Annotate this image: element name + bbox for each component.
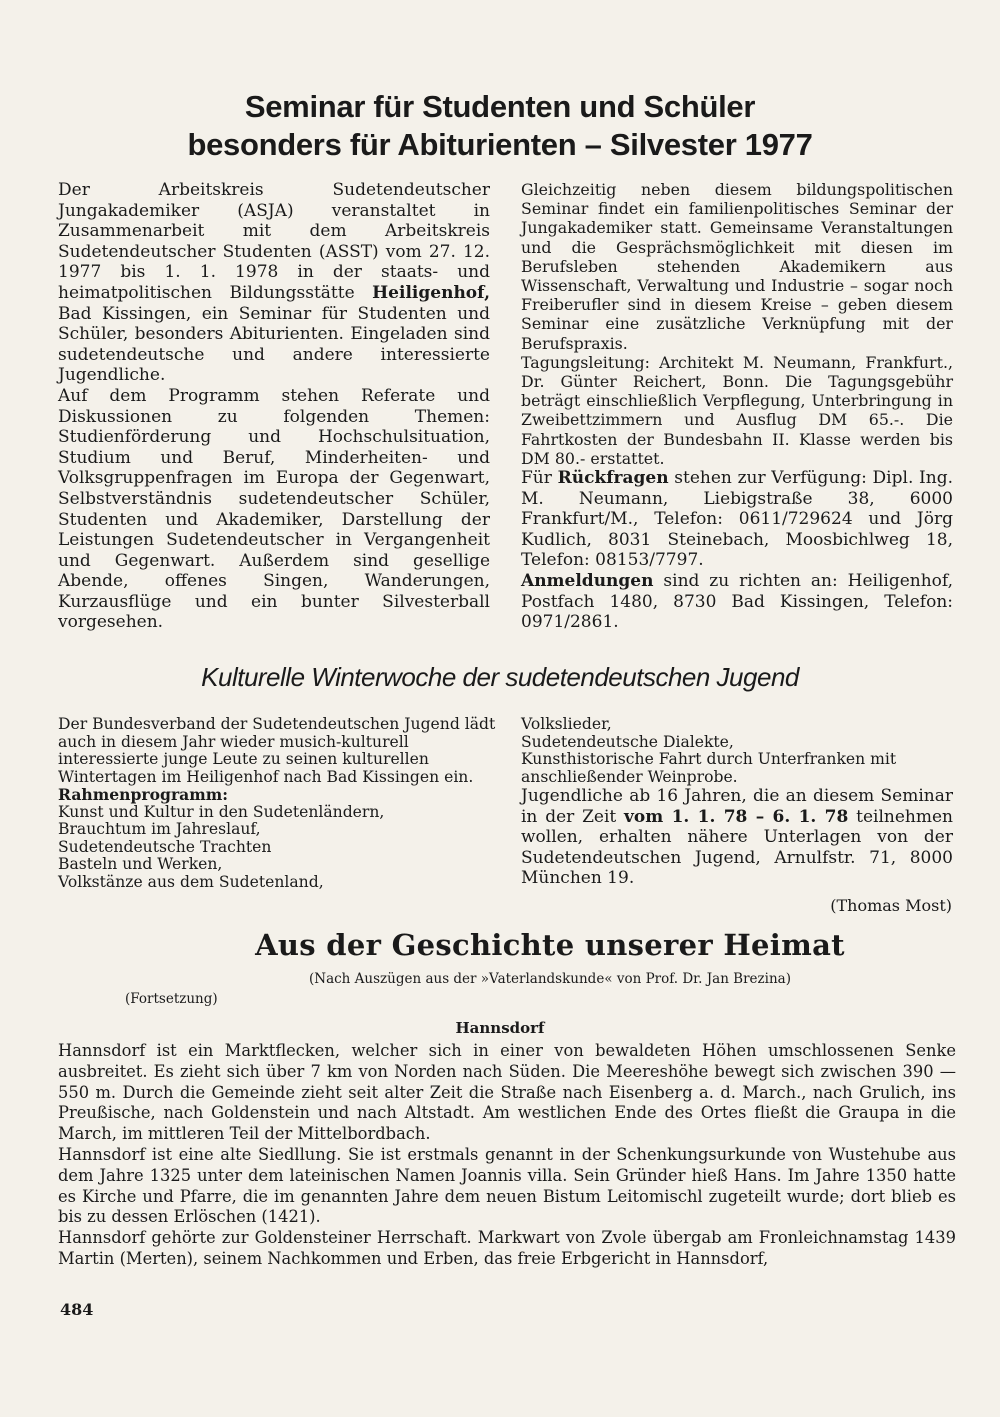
participation-text-a: Jugendliche ab 16 Jahren, die an diesem Seminar in der Zeit [521,786,953,827]
continuation-note: (Fortsetzung) [125,991,218,1007]
venue-name: Heiligenhof, [372,282,490,303]
inquiries-label: Rückfragen [557,468,669,489]
seminar-program-paragraph: Auf dem Programm stehen Referate und Diskussionen zu folgenden Themen: Studienförderung und Hochschulsituation, Studium und Beruf, Minderheiten- und Volksgruppenfragen im Europa der Gegenwart, Selbstverständnis sudetendeutscher Schüler, Studenten und Akademiker, Darstellung der Leistungen Sudetendeutscher in Vergangenheit und Gegenwart. Außerdem sind gesellige Abende, offenes Singen, Wanderungen, Kurzausflüge und ein bunter Silvesterball vorgesehen. [58,385,490,633]
family-seminar-paragraph: Gleichzeitig neben diesem bildungspolitischen Seminar findet ein familienpolitisches Seminar der Jungakademiker statt. Gemeinsame Veranstaltungen und die Gesprächsmöglichkeit mit diesen im Berufsleben stehenden Akademikern aus Wissenschaft, Verwaltung und Industrie – sogar noch Freiberufler sind in diesem Kreise – geben diesem Seminar eine zusätzliche Verknüpfung mit der Berufspraxis. [521,180,953,353]
program-item: Volkstänze aus dem Sudetenland, [58,872,324,891]
program-item: Kunsthistorische Fahrt durch Unterfranken mit anschließender Weinprobe. [521,750,897,786]
seminar-title-line-2: besonders für Abiturienten – Silvester 1977 [187,127,813,162]
seminar-title-line-1: Seminar für Studenten und Schüler [244,89,756,124]
participation-text-b: teilnehmen wollen, erhalten nähere Unterlagen von der Sudetendeutschen Jugend, Arnulfstr. 71, 8000 München 19. [521,806,954,889]
inquiries-text-a: Für [521,468,552,489]
geschichte-subtitle: (Nach Auszügen aus der »Vaterlandskunde« von Prof. Dr. Jan Brezina) [308,971,791,987]
author-signature: (Thomas Most) [830,896,952,915]
event-dates: vom 1. 1. 78 – 6. 1. 78 [624,806,849,827]
program-item: Basteln und Werken, [58,855,223,873]
inquiries-paragraph [521,468,953,571]
seminar-title [60,88,940,164]
winterwoche-column-right [521,716,953,889]
program-item: Sudetendeutsche Dialekte, [521,732,734,751]
program-label: Rahmenprogramm: [58,785,229,804]
conference-leadership-paragraph: Tagungsleitung: Architekt M. Neumann, Frankfurt., Dr. Günter Reichert, Bonn. Die Tagungsgebühr beträgt einschließlich Verpflegung, Unterbringung in Zweibettzimmern und Ausflug DM 65.-. Die Fahrtkosten der Bundesbahn II. Klasse werden bis DM 80.- erstattet. [521,352,953,468]
seminar-intro-text-a: Der Arbeitskreis Sudetendeutscher Jungakademiker (ASJA) veranstaltet in Zusammenarbeit mit dem Arbeitskreis Sudetendeutscher Studenten (ASST) vom 27. 12. 1977 bis 1. 1. 1978 in der staats- und heimatpolitischen Bildungsstätte [58,180,490,303]
registration-paragraph [521,571,953,633]
seminar-column-right [521,180,953,633]
winterwoche-column-left [58,716,498,891]
section-title-hannsdorf: Hannsdorf [455,1019,545,1037]
seminar-column-left [58,180,490,633]
registration-label: Anmeldungen [521,571,654,592]
winterwoche-intro: Der Bundesverband der Sudetendeutschen Jugend lädt auch in diesem Jahr wieder musich-kulturell interessierte junge Leute zu seinen kulturellen Wintertagen im Heiligenhof nach Bad Kissingen ein. [58,715,496,786]
geschichte-body [58,1041,956,1270]
history-paragraph: Hannsdorf gehörte zur Goldensteiner Herrschaft. Markwart von Zvole übergab am Fronleichnamstag 1439 Martin (Merten), seinem Nachkommen und Erben, das freie Erbgericht in Hannsdorf, [58,1228,956,1268]
registration-text: sind zu richten an: Heiligenhof, Postfach 1480, 8730 Bad Kissingen, Telefon: 0971/2861. [521,571,954,633]
program-item: Kunst und Kultur in den Sudetenländern, [58,802,385,821]
seminar-intro-text-b: Bad Kissingen, ein Seminar für Studenten und Schüler, besonders Abiturienten. Eingeladen sind sudetendeutsche und andere interessierte Jugendliche. [58,303,490,386]
program-item: Sudetendeutsche Trachten [58,837,272,856]
program-item: Brauchtum im Jahreslauf, [58,820,261,838]
history-paragraph: Hannsdorf ist eine alte Siedllung. Sie ist erstmals genannt in der Schenkungsurkunde von Wustehube aus dem Jahre 1325 unter dem lateinischen Namen Joannis villa. Sein Gründer hieß Hans. Im Jahre 1350 hatte es Kirche und Pfarre, die im genannten Jahre dem neuen Bistum Leitomischl zugeteilt wurde; dort blieb es bis zu dessen Erlöschen (1421). [58,1144,956,1227]
history-paragraph: Hannsdorf ist ein Marktflecken, welcher sich in einer von bewaldeten Höhen umschlossenen Senke ausbreitet. Es zieht sich über 7 km von Norden nach Süden. Die Meereshöhe bewegt sich zwischen 390 — 550 m. Durch die Gemeinde zieht seit alter Zeit die Straße nach Eisenberg a. d. March., nach Grulich, ins Preußische, nach Goldenstein und nach Altstadt. Am westlichen Ende des Ortes fließt die Graupa in die March, im mittleren Teil der Mittelbordbach. [58,1041,956,1144]
winterwoche-participation-paragraph [521,786,953,889]
inquiries-text-b: stehen zur Verfügung: Dipl. Ing. M. Neumann, Liebigstraße 38, 6000 Frankfurt/M., Telefon: 0611/729624 und Jörg Kudlich, 8031 Steinebach, Moosbichlweg 18, Telefon: 08153/7797. [521,468,954,571]
geschichte-title: Aus der Geschichte unserer Heimat [255,928,845,962]
seminar-intro-paragraph [58,180,490,386]
program-item: Volkslieder, [521,715,612,733]
page-number: 484 [60,1300,94,1319]
winterwoche-title: Kulturelle Winterwoche der sudetendeutschen Jugend [201,662,799,692]
